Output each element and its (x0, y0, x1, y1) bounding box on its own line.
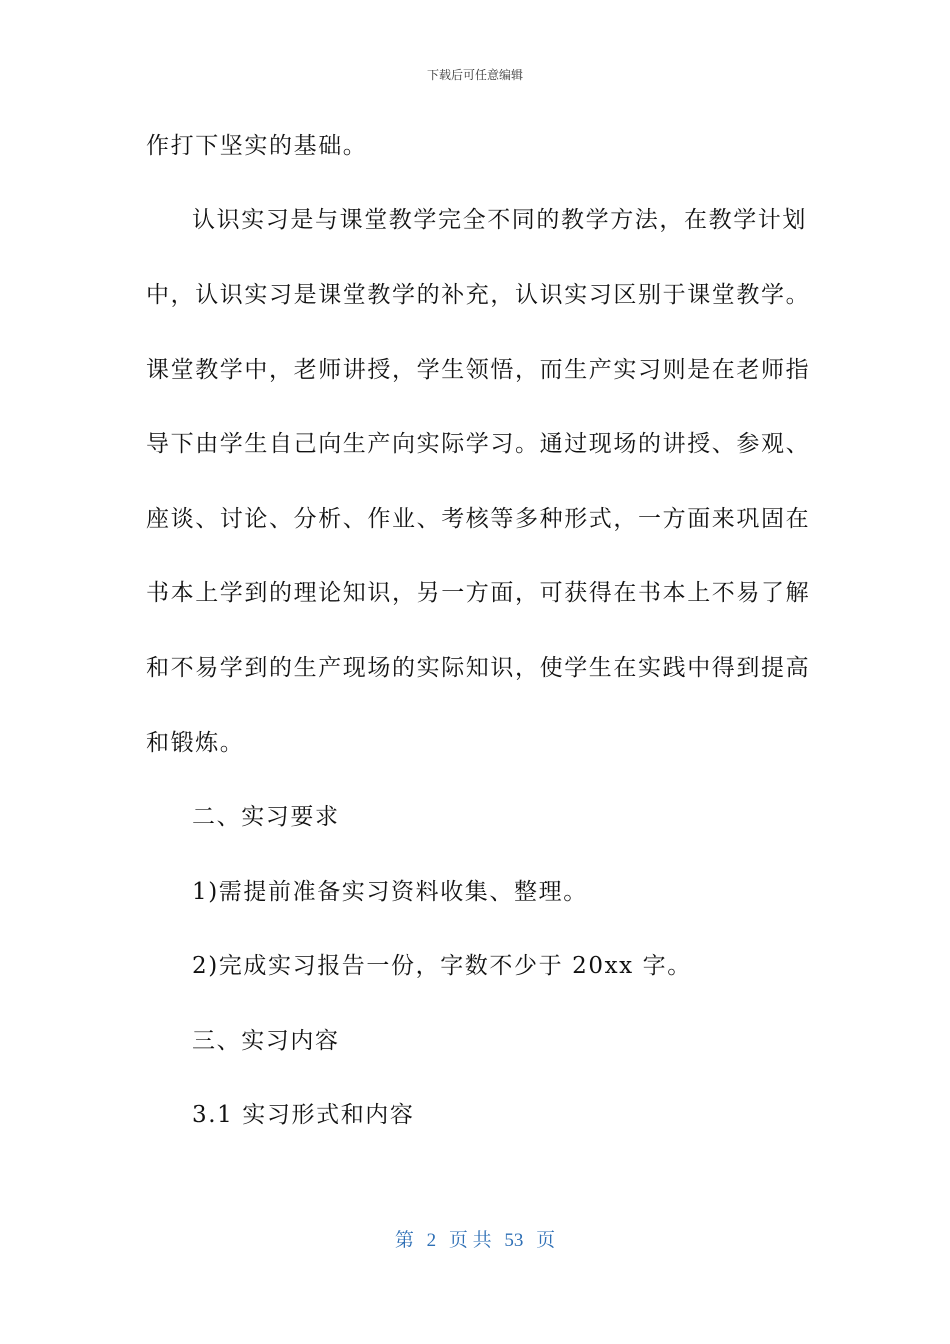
body-line: 座谈、讨论、分析、作业、考核等多种形式，一方面来巩固在 (146, 506, 811, 532)
footer-suffix: 页 (536, 1230, 556, 1251)
body-line: 认识实习是与课堂教学完全不同的教学方法，在教学计划 (192, 207, 807, 233)
section-heading: 二、实习要求 (192, 804, 340, 830)
footer-total-pages: 53 (504, 1230, 524, 1251)
body-line: 书本上学到的理论知识，另一方面，可获得在书本上不易了解 (146, 580, 811, 606)
list-item: 1)需提前准备实习资料收集、整理。 (192, 879, 588, 905)
section-heading: 三、实习内容 (192, 1028, 340, 1054)
page-header: 下载后可任意编辑 (426, 68, 523, 82)
footer-prefix: 第 (394, 1230, 414, 1251)
page-footer (0, 1225, 950, 1252)
section-subheading: 3.1 实习形式和内容 (192, 1102, 415, 1128)
body-line: 课堂教学中，老师讲授，学生领悟，而生产实习则是在老师指 (146, 357, 811, 383)
footer-current-page: 2 (426, 1230, 437, 1251)
list-item: 2)完成实习报告一份，字数不少于 20xx 字。 (192, 953, 692, 979)
body-line: 中，认识实习是课堂教学的补充，认识实习区别于课堂教学。 (146, 282, 811, 308)
body-line: 作打下坚实的基础。 (146, 133, 368, 159)
body-line: 导下由学生自己向生产向实际学习。通过现场的讲授、参观、 (146, 431, 811, 457)
body-line: 和锻炼。 (146, 730, 245, 756)
footer-middle: 页 共 (448, 1230, 492, 1251)
body-line: 和不易学到的生产现场的实际知识，使学生在实践中得到提高 (146, 655, 811, 681)
